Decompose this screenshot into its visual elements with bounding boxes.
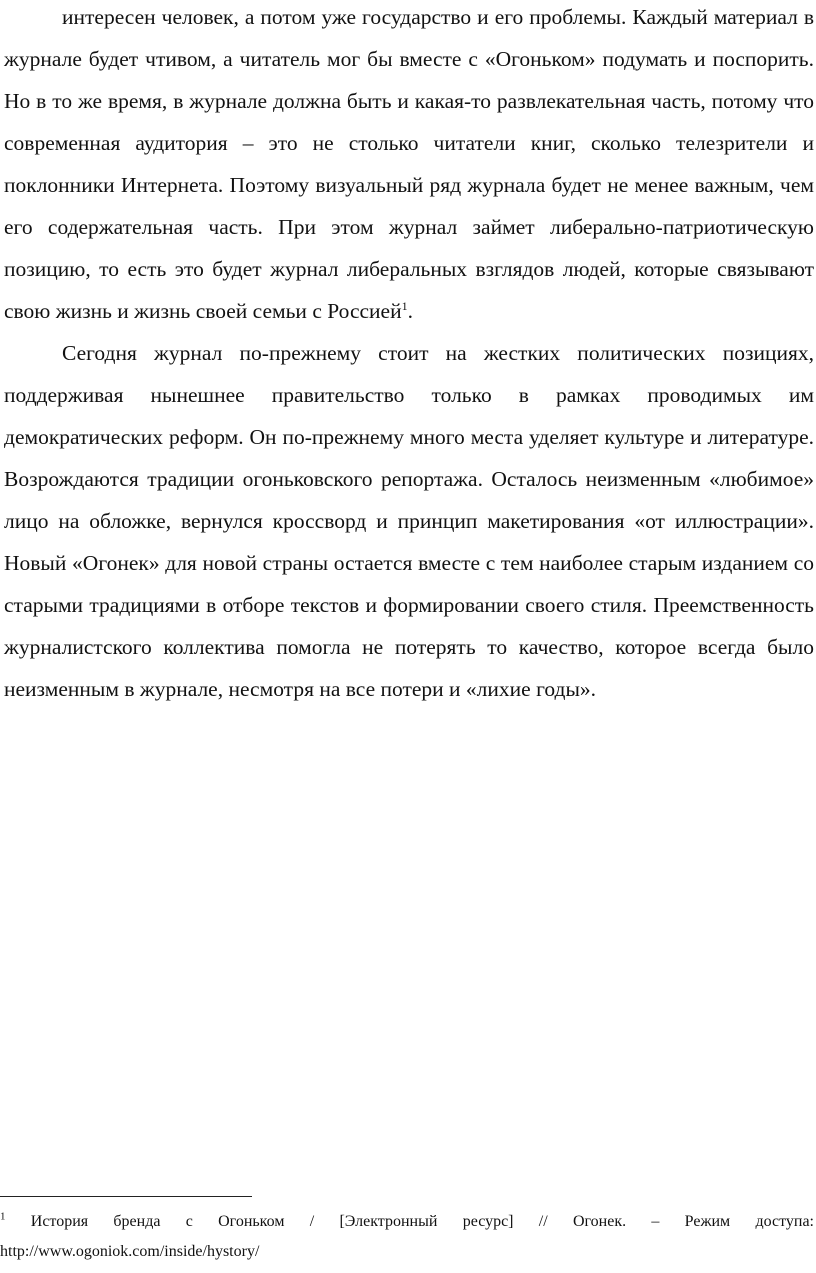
paragraph-1-text: интересен человек, а потом уже государство и его проблемы. Каждый материал в журнале будет чтивом, а читатель мог бы вместе с «Огоньком» подумать и поспорить. Но в то же время, в журнале должна быть и какая-то развлекательная часть, потому что современная аудитория – это не столько читатели книг, сколько телезрители и поклонники Интернета. Поэтому визуальный ряд журнала будет не менее важным, чем его содержательная часть. При этом журнал займет либерально-патриотическую позицию, то есть это будет журнал либеральных взглядов людей, которые связывают свою жизнь и жизнь своей семьи с Россией	[4, 5, 814, 323]
footnote-separator	[0, 1196, 252, 1197]
paragraph-1-end: .	[407, 299, 413, 323]
body-text	[4, 0, 814, 710]
footnote-number: 1	[0, 1210, 6, 1223]
paragraph-1	[4, 0, 814, 332]
footnote	[0, 1207, 814, 1267]
footnote-text: История бренда с Огоньком / [Электронный ресурс] // Огонек. – Режим доступа: http://www.ogoniok.com/inside/hystory/	[0, 1213, 814, 1260]
footnote-reference[interactable]: 1	[401, 298, 408, 313]
paragraph-2: Сегодня журнал по-прежнему стоит на жестких политических позициях, поддерживая нынешнее правительство только в рамках проводимых им демократических реформ. Он по-прежнему много места уделяет культуре и литературе. Возрождаются традиции огоньковского репортажа. Осталось неизменным «любимое» лицо на обложке, вернулся кроссворд и принцип макетирования «от иллюстрации». Новый «Огонек» для новой страны остается вместе с тем наиболее старым изданием со старыми традициями в отборе текстов и формировании своего стиля. Преемственность журналистского коллектива помогла не потерять то качество, которое всегда было неизменным в журнале, несмотря на все потери и «лихие годы».	[4, 341, 814, 701]
